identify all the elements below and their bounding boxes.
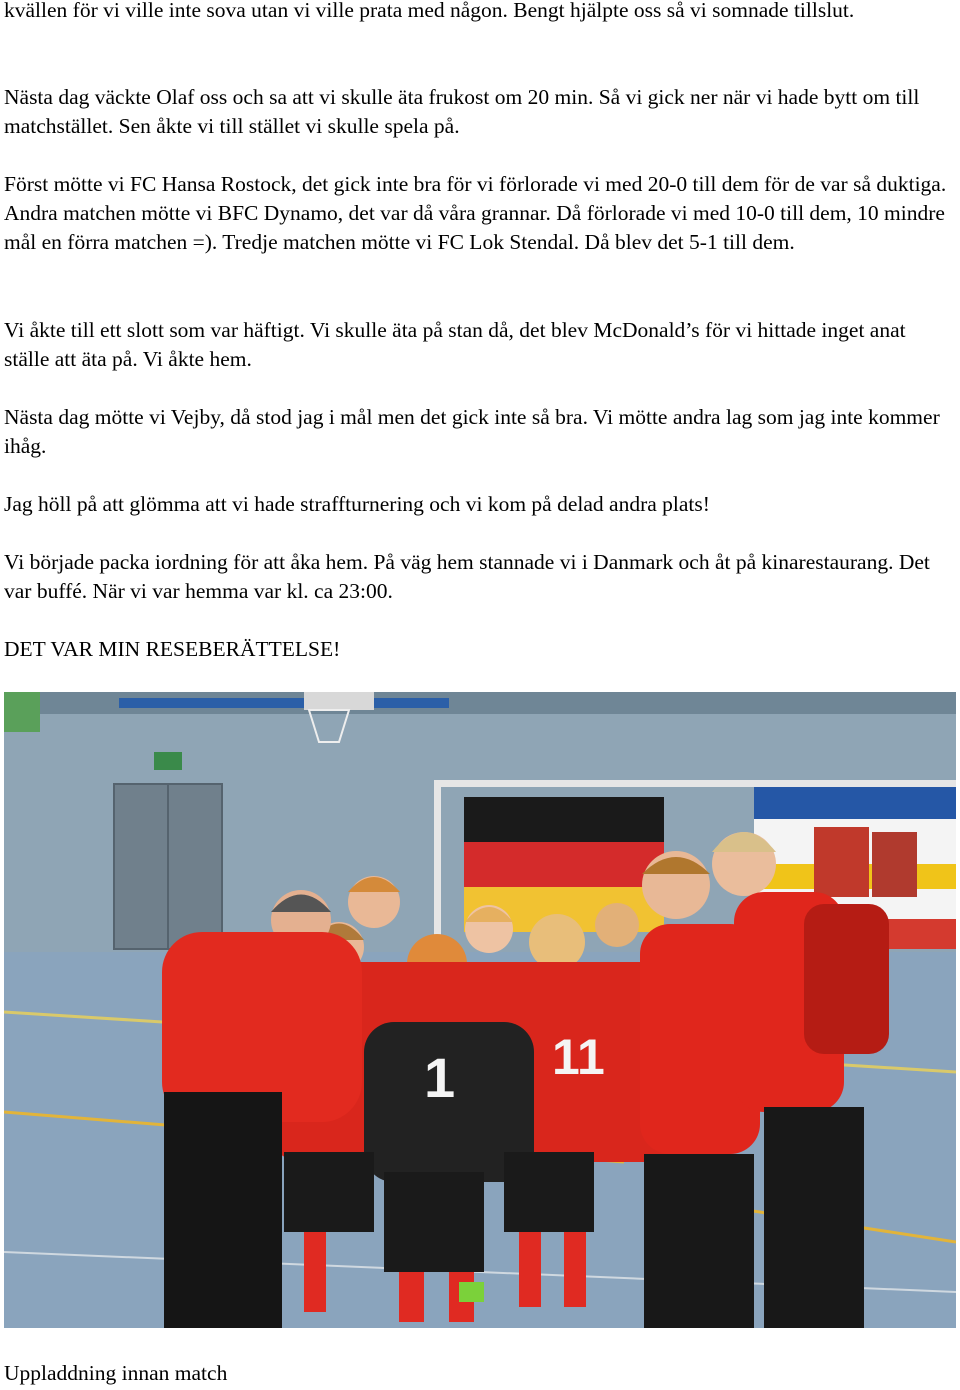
goal-frame bbox=[434, 780, 956, 787]
banner bbox=[119, 698, 449, 708]
exit-sign-icon bbox=[154, 752, 182, 770]
paragraph-2: Nästa dag väckte Olaf oss och sa att vi skulle äta frukost om 20 min. Så vi gick ner när vi hade bytt om till matchstället. Sen åkte vi till stället vi skulle spela på. bbox=[4, 85, 920, 138]
team-huddle-photo bbox=[4, 692, 956, 1328]
paragraph-3: Först mötte vi FC Hansa Rostock, det gick inte bra för vi förlorade vi med 20-0 till dem för de var så duktiga. Andra matchen mötte vi BFC Dynamo, det var då våra grannar. Då förlorade vi med 10-0 till dem, 10 mindre mål en förra matchen =). Tredje matchen mötte vi FC Lok Stendal. Då blev det 5-1 till dem. bbox=[4, 172, 947, 254]
jersey-number-11: 11 bbox=[552, 1029, 605, 1085]
backpack bbox=[804, 904, 889, 1054]
closing-line: DET VAR MIN RESEBERÄTTELSE! bbox=[4, 637, 341, 661]
paragraph-1: kvällen för vi ville inte sova utan vi ville prata med någon. Bengt hjälpte oss så vi somnade tillslut. bbox=[4, 0, 855, 22]
green-sign bbox=[4, 692, 40, 732]
regional-flag bbox=[754, 787, 956, 819]
paragraph-5: Nästa dag mötte vi Vejby, då stod jag i mål men det gick inte så bra. Vi mötte andra lag som jag inte kommer ihåg. bbox=[4, 405, 940, 458]
paragraph-4: Vi åkte till ett slott som var häftigt. Vi skulle äta på stan då, det blev McDonald’s för vi hittade inget anat ställe att äta på. Vi åkte hem. bbox=[4, 318, 906, 371]
jersey-number-1: 1 bbox=[424, 1046, 456, 1109]
paragraph-6: Jag höll på att glömma att vi hade straffturnering och vi kom på delad andra plats! bbox=[4, 492, 710, 516]
basketball-hoop bbox=[304, 692, 374, 710]
paragraph-7: Vi började packa iordning för att åka hem. På väg hem stannade vi i Danmark och åt på kinarestaurang. Det var buffé. När vi var hemma var kl. ca 23:00. bbox=[4, 550, 930, 603]
german-flag bbox=[464, 797, 664, 842]
photo-caption: Uppladdning innan match bbox=[4, 1361, 228, 1385]
